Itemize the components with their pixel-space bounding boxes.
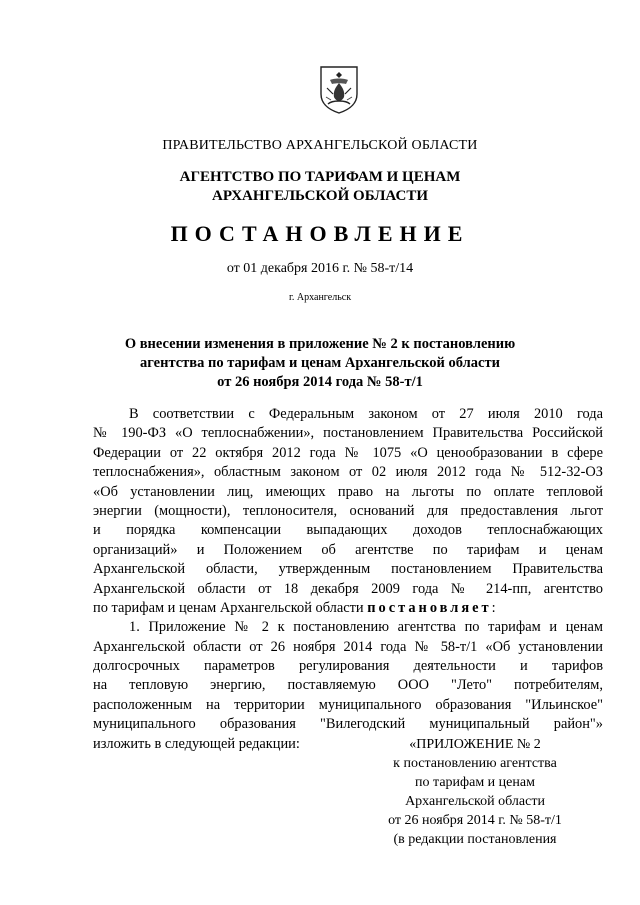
preamble-final-line xyxy=(93,599,603,618)
preamble-line: № 190-ФЗ «О теплоснабжении», постановлением Правительства Российской xyxy=(93,425,603,442)
preamble-line: В соответствии с Федеральным законом от 27 июля 2010 года xyxy=(129,406,603,422)
city-name: г. Архангельск xyxy=(288,292,352,303)
resolves-keyword: постановляет xyxy=(367,599,492,616)
clause-1-line: расположенным на территории муниципального образования "Ильинское" xyxy=(93,696,603,713)
appendix-line: к постановлению агентства xyxy=(393,756,557,771)
preamble-line: «Об установлении лиц, имеющих право на льготы по оплате тепловой xyxy=(93,483,603,500)
preamble-line: и порядка компенсации выпадающих доходов теплоснабжающих xyxy=(93,522,603,539)
preamble-line: организаций» и Положением об агентстве по тарифам и ценам xyxy=(93,541,603,558)
preamble-line: Архангельской области, утвержденным постановлением Правительства xyxy=(93,561,603,578)
date-and-number: от 01 декабря 2016 г. № 58-т/14 xyxy=(226,261,414,276)
preamble-line: Архангельской области от 18 декабря 2009 года № 214-пп, агентство xyxy=(93,580,603,597)
appendix-header xyxy=(360,735,590,849)
clause-1-line: на тепловую энергию, поставляемую ООО "Лето" потребителям, xyxy=(93,677,603,694)
document-subject xyxy=(0,335,640,392)
agency-name-line-1: АГЕНТСТВО ПО ТАРИФАМ И ЦЕНАМ xyxy=(179,169,461,185)
appendix-line: от 26 ноября 2014 г. № 58-т/1 xyxy=(388,813,562,828)
agency-name xyxy=(0,168,640,206)
document-type-title: ПОСТАНОВЛЕНИЕ xyxy=(170,221,470,246)
government-name: ПРАВИТЕЛЬСТВО АРХАНГЕЛЬСКОЙ ОБЛАСТИ xyxy=(162,138,478,153)
subject-line-2: агентства по тарифам и ценам Архангельской области xyxy=(140,355,500,371)
appendix-line: (в редакции постановления xyxy=(393,832,557,847)
clause-1-line: 1. Приложение № 2 к постановлению агентства по тарифам и ценам xyxy=(129,619,603,636)
preamble-line: теплоснабжения», областным законом от 02 июля 2012 года № 512-32-ОЗ xyxy=(93,464,603,481)
preamble-line: энергии (мощности), теплоносителя, оснований для предоставления льгот xyxy=(93,502,603,519)
subject-line-3: от 26 ноября 2014 года № 58-т/1 xyxy=(217,374,423,390)
clause-1-line: муниципального образования "Вилегодский муниципальный район"» xyxy=(93,716,603,733)
coat-of-arms-icon xyxy=(318,64,360,114)
appendix-line: Архангельской области xyxy=(405,794,545,809)
subject-line-1: О внесении изменения в приложение № 2 к постановлению xyxy=(124,336,516,352)
clause-1-line: долгосрочных параметров регулирования деятельности и тарифов xyxy=(93,658,603,675)
preamble-final-suffix: : xyxy=(491,599,496,616)
agency-name-line-2: АРХАНГЕЛЬСКОЙ ОБЛАСТИ xyxy=(212,188,428,204)
appendix-line: «ПРИЛОЖЕНИЕ № 2 xyxy=(409,737,541,752)
appendix-line: по тарифам и ценам xyxy=(415,775,535,790)
document-body xyxy=(93,405,603,754)
clause-1-line: Архангельской области от 26 ноября 2014 года № 58-т/1 «Об установлении xyxy=(93,638,603,655)
preamble-final-prefix: по тарифам и ценам Архангельской области xyxy=(93,599,368,616)
clause-1-line: изложить в следующей редакции: xyxy=(93,735,300,752)
preamble-line: Федерации от 22 октября 2012 года № 1075 «О ценообразовании в сфере xyxy=(93,444,603,461)
